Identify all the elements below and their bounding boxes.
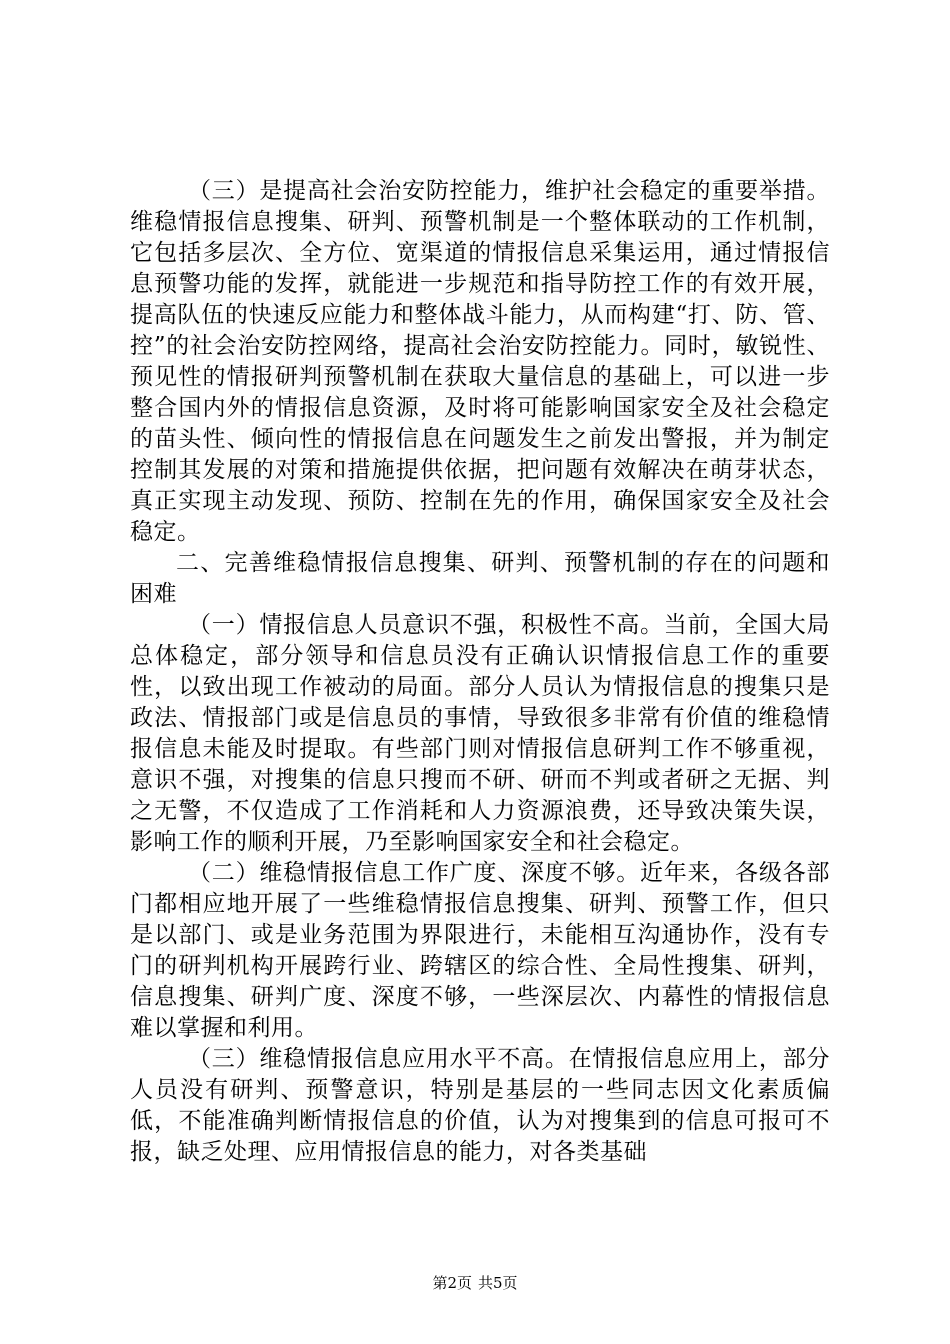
paragraph: （三）是提高社会治安防控能力，维护社会稳定的重要举措。维稳情报信息搜集、研判、预警机制是一个整体联动的工作机制，它包括多层次、全方位、宽渠道的情报信息采集运用，通过情报信息预警功能的发挥，就能进一步规范和指导防控工作的有效开展，提高队伍的快速反应能力和整体战斗能力，从而构建“打、防、管、控”的社会治安防控网络，提高社会治安防控能力。同时，敏锐性、预见性的情报研判预警机制在获取大量信息的基础上，可以进一步整合国内外的情报信息资源，及时将可能影响国家安全及社会稳定的苗头性、倾向性的情报信息在问题发生之前发出警报，并为制定控制其发展的对策和措施提供依据，把问题有效解决在萌芽状态，真正实现主动发现、预防、控制在先的作用，确保国家安全及社会稳定。 <box>130 178 830 545</box>
paragraph: （三）维稳情报信息应用水平不高。在情报信息应用上，部分人员没有研判、预警意识，特别是基层的一些同志因文化素质偏低，不能准确判断情报信息的价值，认为对搜集到的信息可报可不报，缺乏处理、应用情报信息的能力，对各类基础 <box>130 1046 830 1165</box>
document-body <box>130 176 830 1168</box>
page-total: 共5页 <box>478 1274 518 1292</box>
page-footer <box>0 1273 950 1293</box>
paragraph: （一）情报信息人员意识不强，积极性不高。当前，全国大局总体稳定，部分领导和信息员没有正确认识情报信息工作的重要性，以致出现工作被动的局面。部分人员认为情报信息的搜集只是政法、情报部门或是信息员的事情，导致很多非常有价值的维稳情报信息未能及时提取。有些部门则对情报信息研判工作不够重视，意识不强，对搜集的信息只搜而不研、研而不判或者研之无据、判之无警，不仅造成了工作消耗和人力资源浪费，还导致决策失误，影响工作的顺利开展，乃至影响国家安全和社会稳定。 <box>130 612 830 855</box>
section-heading: 二、完善维稳情报信息搜集、研判、预警机制的存在的问题和困难 <box>130 550 830 607</box>
page-number: 第2页 <box>432 1274 472 1292</box>
paragraph: （二）维稳情报信息工作广度、深度不够。近年来，各级各部门都相应地开展了一些维稳情报信息搜集、研判、预警工作，但只是以部门、或是业务范围为界限进行，未能相互沟通协作，没有专门的研判机构开展跨行业、跨辖区的综合性、全局性搜集、研判，信息搜集、研判广度、深度不够，一些深层次、内幕性的情报信息难以掌握和利用。 <box>130 860 830 1041</box>
